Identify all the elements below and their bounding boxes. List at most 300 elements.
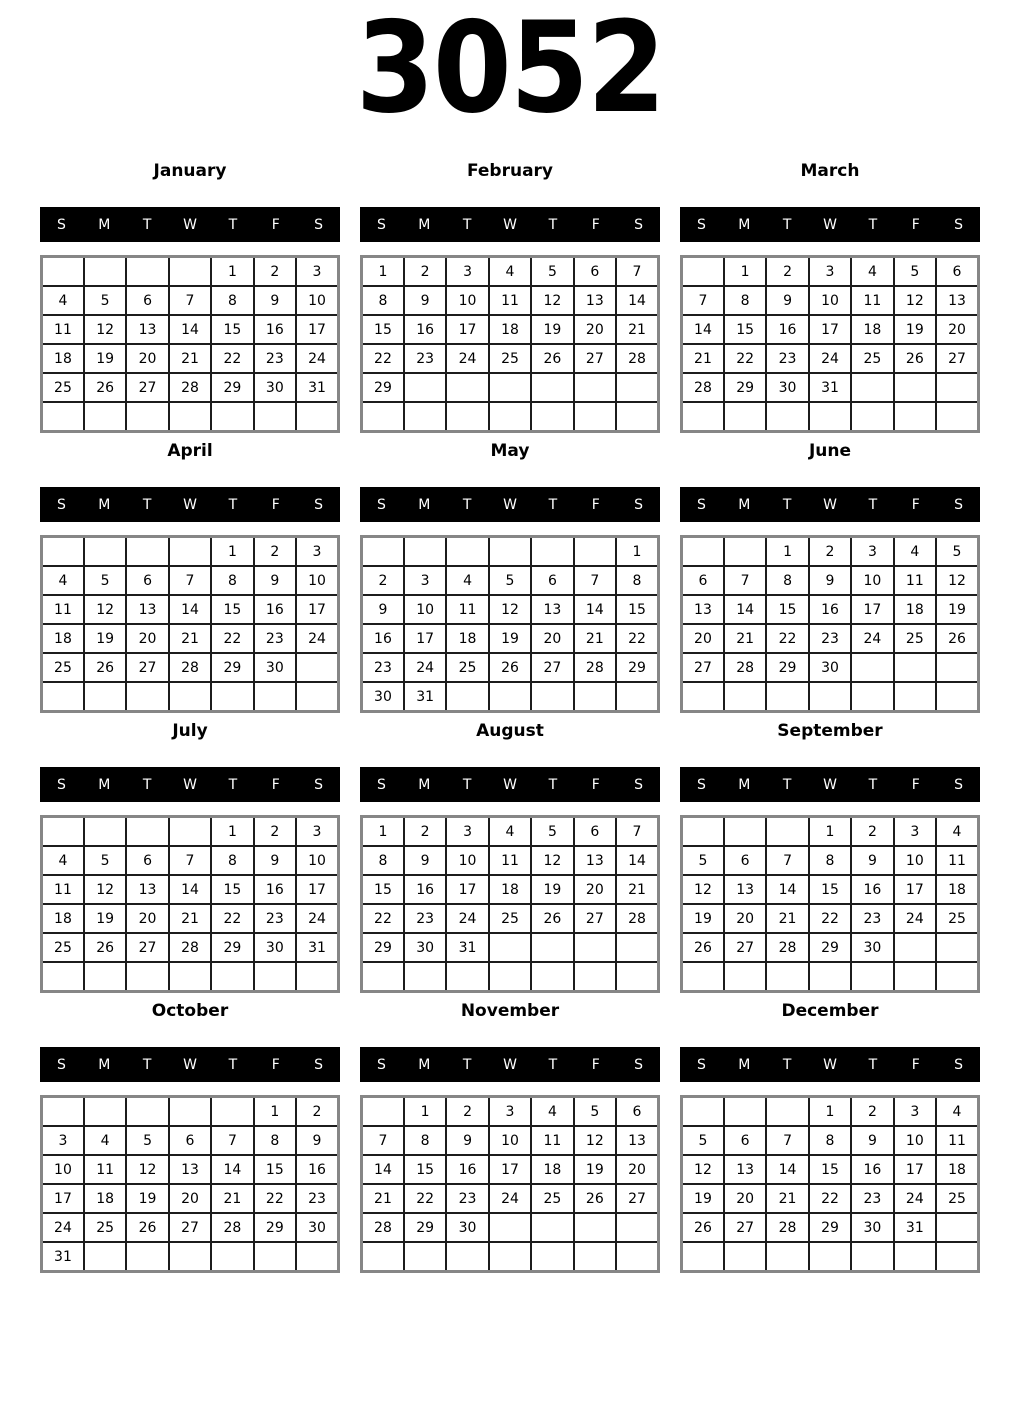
week-row	[362, 1126, 659, 1155]
empty-day-cell	[254, 962, 296, 992]
day-cell: 5	[936, 537, 978, 567]
day-cell: 3	[489, 1097, 531, 1127]
weekday-header-row	[40, 207, 340, 242]
week-row	[682, 817, 979, 847]
day-cell: 14	[169, 875, 211, 904]
week-row	[362, 875, 659, 904]
empty-day-cell	[682, 1242, 724, 1272]
empty-day-cell	[682, 257, 724, 287]
day-cell: 4	[42, 286, 84, 315]
month-march	[680, 161, 980, 433]
empty-day-cell	[126, 537, 168, 567]
day-cell: 1	[404, 1097, 446, 1127]
month-title: December	[781, 1001, 879, 1021]
day-cell: 4	[84, 1126, 126, 1155]
day-cell: 15	[616, 595, 658, 624]
day-cell: 16	[446, 1155, 488, 1184]
day-cell: 3	[894, 817, 936, 847]
day-cell: 12	[531, 846, 573, 875]
day-cell: 11	[894, 566, 936, 595]
day-cell: 28	[616, 904, 658, 933]
empty-day-cell	[809, 962, 851, 992]
day-cell: 19	[682, 904, 724, 933]
empty-day-cell	[446, 1242, 488, 1272]
month-grid	[680, 1095, 980, 1273]
day-cell: 25	[851, 344, 893, 373]
day-cell: 28	[169, 933, 211, 962]
weekday-label: S	[56, 1056, 66, 1073]
day-cell: 5	[126, 1126, 168, 1155]
day-cell: 4	[936, 1097, 978, 1127]
empty-day-cell	[616, 962, 658, 992]
day-cell: 28	[724, 653, 766, 682]
empty-day-cell	[254, 402, 296, 432]
week-row	[682, 1097, 979, 1127]
empty-day-cell	[42, 257, 84, 287]
day-cell: 7	[724, 566, 766, 595]
empty-day-cell	[296, 682, 338, 712]
week-row	[362, 373, 659, 402]
empty-day-cell	[851, 1242, 893, 1272]
weekday-label: S	[376, 496, 386, 513]
weekday-header-row	[360, 487, 660, 522]
day-cell: 11	[531, 1126, 573, 1155]
day-cell: 3	[404, 566, 446, 595]
weekday-label: W	[503, 776, 517, 793]
day-cell: 4	[936, 817, 978, 847]
empty-day-cell	[42, 402, 84, 432]
empty-day-cell	[724, 682, 766, 712]
day-cell: 11	[42, 595, 84, 624]
day-cell: 22	[616, 624, 658, 653]
empty-day-cell	[851, 402, 893, 432]
month-grid	[360, 815, 660, 993]
month-title: January	[153, 161, 227, 181]
day-cell: 22	[211, 624, 253, 653]
month-grid	[360, 255, 660, 433]
empty-day-cell	[851, 962, 893, 992]
day-cell: 31	[446, 933, 488, 962]
empty-day-cell	[42, 682, 84, 712]
weekday-label: T	[142, 216, 152, 233]
day-cell: 30	[254, 933, 296, 962]
day-cell: 1	[211, 257, 253, 287]
day-cell: 2	[254, 537, 296, 567]
empty-day-cell	[169, 257, 211, 287]
day-cell: 1	[211, 537, 253, 567]
empty-day-cell	[574, 537, 616, 567]
day-cell: 19	[894, 315, 936, 344]
weekday-label: W	[823, 216, 837, 233]
day-cell: 26	[84, 933, 126, 962]
day-cell: 21	[169, 344, 211, 373]
day-cell: 16	[766, 315, 808, 344]
day-cell: 20	[126, 624, 168, 653]
empty-day-cell	[531, 373, 573, 402]
day-cell: 29	[362, 373, 404, 402]
day-cell: 12	[84, 595, 126, 624]
week-row	[42, 1126, 339, 1155]
week-row	[42, 595, 339, 624]
weekday-label: F	[591, 496, 600, 513]
day-cell: 12	[894, 286, 936, 315]
month-title: May	[490, 441, 530, 461]
weekday-label: T	[462, 496, 472, 513]
month-september	[680, 721, 980, 993]
weekday-label: F	[911, 776, 920, 793]
day-cell: 23	[362, 653, 404, 682]
empty-day-cell	[531, 682, 573, 712]
day-cell: 1	[362, 257, 404, 287]
day-cell: 16	[404, 315, 446, 344]
day-cell: 1	[809, 1097, 851, 1127]
day-cell: 12	[84, 315, 126, 344]
day-cell: 9	[296, 1126, 338, 1155]
day-cell: 29	[254, 1213, 296, 1242]
weekday-label: M	[418, 496, 431, 513]
weekday-label: S	[56, 216, 66, 233]
day-cell: 15	[211, 315, 253, 344]
day-cell: 9	[851, 846, 893, 875]
day-cell: 8	[809, 846, 851, 875]
day-cell: 20	[169, 1184, 211, 1213]
weekday-header-row	[680, 207, 980, 242]
day-cell: 11	[42, 315, 84, 344]
day-cell: 26	[574, 1184, 616, 1213]
empty-day-cell	[809, 682, 851, 712]
day-cell: 10	[809, 286, 851, 315]
empty-day-cell	[936, 962, 978, 992]
weekday-label: S	[954, 776, 964, 793]
empty-day-cell	[809, 1242, 851, 1272]
weekday-label: S	[314, 776, 324, 793]
empty-day-cell	[616, 682, 658, 712]
weekday-label: S	[376, 216, 386, 233]
empty-day-cell	[724, 962, 766, 992]
month-october	[40, 1001, 340, 1273]
day-cell: 3	[296, 817, 338, 847]
week-row	[682, 257, 979, 287]
month-title: June	[808, 441, 852, 461]
day-cell: 24	[446, 344, 488, 373]
day-cell: 7	[169, 846, 211, 875]
week-row	[682, 1242, 979, 1272]
empty-day-cell	[489, 682, 531, 712]
empty-day-cell	[936, 1242, 978, 1272]
day-cell: 24	[894, 904, 936, 933]
day-cell: 4	[531, 1097, 573, 1127]
day-cell: 2	[362, 566, 404, 595]
day-cell: 21	[362, 1184, 404, 1213]
weekday-label: S	[696, 216, 706, 233]
day-cell: 19	[489, 624, 531, 653]
day-cell: 15	[362, 315, 404, 344]
day-cell: 30	[362, 682, 404, 712]
day-cell: 13	[574, 846, 616, 875]
week-row	[42, 344, 339, 373]
empty-day-cell	[489, 1242, 531, 1272]
day-cell: 31	[894, 1213, 936, 1242]
day-cell: 18	[42, 344, 84, 373]
empty-day-cell	[531, 1213, 573, 1242]
day-cell: 15	[766, 595, 808, 624]
day-cell: 16	[254, 875, 296, 904]
empty-day-cell	[169, 682, 211, 712]
empty-day-cell	[682, 682, 724, 712]
weekday-header-row	[40, 487, 340, 522]
day-cell: 24	[851, 624, 893, 653]
week-row	[362, 1184, 659, 1213]
day-cell: 23	[851, 904, 893, 933]
day-cell: 2	[809, 537, 851, 567]
day-cell: 10	[851, 566, 893, 595]
weekday-label: S	[634, 1056, 644, 1073]
day-cell: 18	[531, 1155, 573, 1184]
day-cell: 14	[574, 595, 616, 624]
day-cell: 13	[574, 286, 616, 315]
empty-day-cell	[531, 402, 573, 432]
day-cell: 28	[766, 933, 808, 962]
day-cell: 24	[296, 344, 338, 373]
month-title: September	[777, 721, 883, 741]
week-row	[362, 682, 659, 712]
empty-day-cell	[42, 817, 84, 847]
weekday-label: S	[954, 216, 964, 233]
day-cell: 23	[404, 904, 446, 933]
day-cell: 22	[211, 344, 253, 373]
day-cell: 9	[404, 286, 446, 315]
month-grid	[40, 255, 340, 433]
day-cell: 15	[211, 595, 253, 624]
day-cell: 30	[851, 1213, 893, 1242]
day-cell: 10	[446, 286, 488, 315]
day-cell: 14	[616, 286, 658, 315]
empty-day-cell	[616, 1213, 658, 1242]
day-cell: 30	[254, 653, 296, 682]
empty-day-cell	[446, 682, 488, 712]
empty-day-cell	[84, 257, 126, 287]
day-cell: 14	[169, 595, 211, 624]
empty-day-cell	[531, 1242, 573, 1272]
day-cell: 29	[362, 933, 404, 962]
weekday-label: S	[314, 1056, 324, 1073]
weekday-label: T	[548, 216, 558, 233]
day-cell: 6	[936, 257, 978, 287]
day-cell: 27	[936, 344, 978, 373]
day-cell: 19	[682, 1184, 724, 1213]
day-cell: 11	[936, 1126, 978, 1155]
day-cell: 18	[84, 1184, 126, 1213]
weekday-header-row	[360, 767, 660, 802]
day-cell: 28	[211, 1213, 253, 1242]
day-cell: 2	[254, 817, 296, 847]
day-cell: 13	[682, 595, 724, 624]
weekday-label: M	[98, 216, 111, 233]
weekday-label: W	[183, 216, 197, 233]
day-cell: 2	[254, 257, 296, 287]
day-cell: 7	[616, 257, 658, 287]
empty-day-cell	[446, 537, 488, 567]
empty-day-cell	[766, 682, 808, 712]
day-cell: 10	[296, 286, 338, 315]
empty-day-cell	[84, 682, 126, 712]
day-cell: 4	[446, 566, 488, 595]
weekday-label: T	[868, 776, 878, 793]
month-may	[360, 441, 660, 713]
empty-day-cell	[809, 402, 851, 432]
weekday-label: F	[271, 776, 280, 793]
empty-day-cell	[851, 373, 893, 402]
empty-day-cell	[616, 933, 658, 962]
day-cell: 21	[169, 624, 211, 653]
day-cell: 3	[296, 257, 338, 287]
month-february	[360, 161, 660, 433]
day-cell: 4	[42, 566, 84, 595]
empty-day-cell	[362, 1097, 404, 1127]
day-cell: 20	[936, 315, 978, 344]
week-row	[42, 1097, 339, 1127]
day-cell: 18	[851, 315, 893, 344]
day-cell: 21	[724, 624, 766, 653]
empty-day-cell	[616, 373, 658, 402]
day-cell: 25	[84, 1213, 126, 1242]
day-cell: 7	[211, 1126, 253, 1155]
weekday-label: W	[183, 496, 197, 513]
day-cell: 30	[296, 1213, 338, 1242]
week-row	[42, 817, 339, 847]
day-cell: 2	[851, 817, 893, 847]
week-row	[682, 904, 979, 933]
day-cell: 8	[766, 566, 808, 595]
weekday-label: F	[271, 496, 280, 513]
day-cell: 28	[682, 373, 724, 402]
week-row	[362, 904, 659, 933]
weekday-label: M	[98, 1056, 111, 1073]
empty-day-cell	[936, 373, 978, 402]
week-row	[682, 373, 979, 402]
week-row	[362, 595, 659, 624]
day-cell: 17	[446, 875, 488, 904]
day-cell: 11	[446, 595, 488, 624]
day-cell: 7	[362, 1126, 404, 1155]
day-cell: 29	[211, 373, 253, 402]
day-cell: 16	[809, 595, 851, 624]
day-cell: 26	[682, 933, 724, 962]
day-cell: 20	[126, 344, 168, 373]
day-cell: 17	[851, 595, 893, 624]
day-cell: 5	[682, 1126, 724, 1155]
month-december	[680, 1001, 980, 1273]
day-cell: 26	[531, 904, 573, 933]
day-cell: 30	[809, 653, 851, 682]
day-cell: 14	[211, 1155, 253, 1184]
day-cell: 18	[489, 315, 531, 344]
week-row	[682, 682, 979, 712]
weekday-label: T	[462, 776, 472, 793]
day-cell: 12	[682, 875, 724, 904]
day-cell: 6	[724, 846, 766, 875]
weekday-header-row	[360, 1047, 660, 1082]
weekday-label: M	[98, 776, 111, 793]
empty-day-cell	[404, 962, 446, 992]
day-cell: 23	[254, 624, 296, 653]
week-row	[682, 566, 979, 595]
day-cell: 11	[42, 875, 84, 904]
empty-day-cell	[682, 537, 724, 567]
day-cell: 3	[296, 537, 338, 567]
empty-day-cell	[574, 1242, 616, 1272]
day-cell: 16	[851, 1155, 893, 1184]
day-cell: 1	[211, 817, 253, 847]
day-cell: 16	[404, 875, 446, 904]
day-cell: 25	[489, 904, 531, 933]
week-row	[362, 344, 659, 373]
weekday-header-row	[680, 1047, 980, 1082]
day-cell: 22	[724, 344, 766, 373]
day-cell: 11	[489, 846, 531, 875]
empty-day-cell	[894, 373, 936, 402]
month-grid	[680, 255, 980, 433]
week-row	[682, 1126, 979, 1155]
day-cell: 14	[724, 595, 766, 624]
weekday-label: F	[911, 216, 920, 233]
day-cell: 13	[724, 875, 766, 904]
week-row	[42, 257, 339, 287]
day-cell: 21	[616, 875, 658, 904]
weekday-label: T	[782, 216, 792, 233]
week-row	[362, 315, 659, 344]
day-cell: 10	[296, 566, 338, 595]
week-row	[362, 962, 659, 992]
day-cell: 23	[254, 344, 296, 373]
day-cell: 24	[296, 624, 338, 653]
empty-day-cell	[446, 962, 488, 992]
empty-day-cell	[446, 402, 488, 432]
empty-day-cell	[489, 402, 531, 432]
day-cell: 23	[766, 344, 808, 373]
day-cell: 27	[724, 933, 766, 962]
empty-day-cell	[766, 962, 808, 992]
empty-day-cell	[126, 682, 168, 712]
week-row	[42, 373, 339, 402]
empty-day-cell	[169, 402, 211, 432]
empty-day-cell	[936, 402, 978, 432]
month-january	[40, 161, 340, 433]
day-cell: 13	[936, 286, 978, 315]
day-cell: 18	[936, 875, 978, 904]
month-title: April	[167, 441, 213, 461]
day-cell: 16	[254, 315, 296, 344]
week-row	[682, 653, 979, 682]
weekday-label: T	[142, 1056, 152, 1073]
weekday-label: T	[782, 776, 792, 793]
day-cell: 1	[724, 257, 766, 287]
day-cell: 21	[616, 315, 658, 344]
weekday-header-row	[360, 207, 660, 242]
day-cell: 24	[296, 904, 338, 933]
day-cell: 6	[682, 566, 724, 595]
day-cell: 30	[851, 933, 893, 962]
week-row	[42, 286, 339, 315]
day-cell: 19	[531, 875, 573, 904]
day-cell: 9	[446, 1126, 488, 1155]
month-june	[680, 441, 980, 713]
weekday-label: W	[503, 1056, 517, 1073]
day-cell: 21	[682, 344, 724, 373]
day-cell: 6	[616, 1097, 658, 1127]
day-cell: 16	[851, 875, 893, 904]
empty-day-cell	[126, 1242, 168, 1272]
